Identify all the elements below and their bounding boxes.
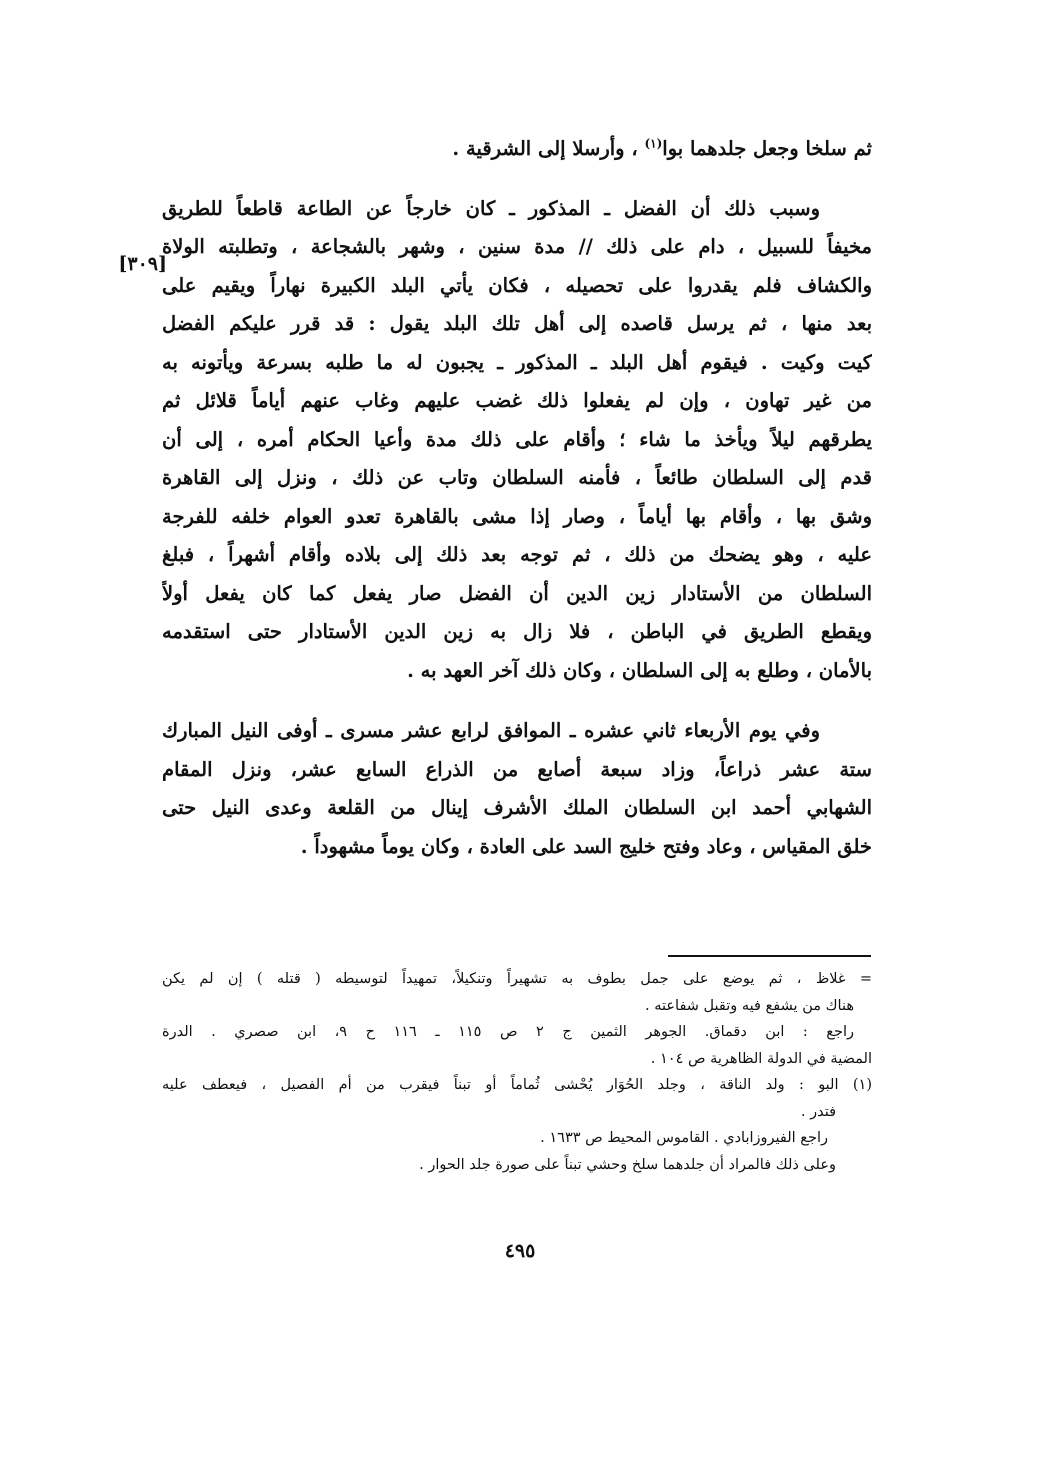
text-line [162, 130, 872, 169]
text-line: والكشاف فلم يقدروا على تحصيله ، فكان يأتي البلد الكبيرة نهاراً ويقيم على [162, 273, 872, 297]
text-line: وشق بها ، وأقام بها أياماً ، وصار إذا مشى بالقاهرة تعدو العوام خلفه للفرجة [162, 504, 872, 528]
text-line: من غير تهاون ، وإن لم يفعلوا ذلك غضب عليهم وغاب عنهم أياماً قلائل ثم [162, 389, 872, 412]
main-text [162, 130, 872, 866]
margin-page-reference: [٣٠٩] [118, 253, 167, 275]
footnote-line: = غلاظ ، ثم يوضع على جمل بطوف به تشهيراً وتنكيلاً، تمهيداً لتوسيطه ( قتله ) إن لم يكن [162, 971, 872, 987]
footnote-line: (١) البو : ولد الناقة ، وجلد الحُوَار يُحْشى ثُماماً أو تبناً فيقرب من أم الفصيل ، فيعطف عليه [162, 1077, 872, 1093]
text-line: مخيفاً للسبيل ، دام على ذلك // مدة سنين ، وشهر بالشجاعة ، وتطلبته الولاة [162, 235, 872, 258]
text-line: وفي يوم الأربعاء ثاني عشره ـ الموافق لرابع عشر مسرى ـ أوفى النيل المبارك [162, 719, 820, 742]
text-line: السلطان من الأستادار زين الدين أن الفضل صار يفعل كما كان يفعل أولاً [162, 581, 872, 605]
footnote-divider [668, 955, 871, 957]
text-line: كيت وكيت . فيقوم أهل البلد ـ المذكور ـ يجبون له ما طلبه بسرعة ويأتونه به [162, 350, 872, 374]
text-line: الشهابي أحمد ابن السلطان الملك الأشرف إينال من القلعة وعدى النيل حتى [162, 796, 872, 819]
footnote-line: هناك من يشفع فيه وتقبل شفاعته . [645, 997, 854, 1014]
page-number: ٤٩٥ [504, 1240, 536, 1262]
text-line: يطرقهم ليلاً ويأخذ ما شاء ؛ وأقام على ذلك مدة وأعيا الحكام أمره ، إلى أن [162, 427, 872, 451]
text-line: عليه ، وهو يضحك من ذلك ، ثم توجه بعد ذلك إلى بلاده وأقام أشهراً ، فبلغ [162, 543, 872, 566]
footnote-line: فتدر . [800, 1103, 836, 1120]
text-line: قدم إلى السلطان طائعاً ، فأمنه السلطان وتاب عن ذلك ، ونزل إلى القاهرة [162, 466, 872, 489]
text-line: بعد منها ، ثم يرسل قاصده إلى أهل تلك البلد يقول : قد قرر عليكم الفضل [162, 312, 872, 335]
footnote-line: راجع : ابن دقماق. الجوهر الثمين ج ٢ ص ١١٥ ـ ١١٦ ح ٩، ابن صصري . الدرة [162, 1024, 855, 1040]
text-line-part: ، وأرسلا إلى الشرقية . [452, 137, 645, 160]
text-line: خلق المقياس ، وعاد وفتح خليج السد على العادة ، وكان يوماً مشهوداً . [300, 834, 872, 858]
footnote-marker: (١) [644, 136, 663, 151]
text-line: وسبب ذلك أن الفضل ـ المذكور ـ كان خارجاً عن الطاعة قاطعاً للطريق [162, 196, 820, 220]
text-line-part: ثم سلخا وجعل جلدهما بوا [662, 137, 872, 160]
text-line: ستة عشر ذراعاً، وزاد سبعة أصابع من الذراع السابع عشر، ونزل المقام [162, 757, 872, 781]
footnote-line: وعلى ذلك فالمراد أن جلدهما سلخ وحشي تبناً على صورة جلد الحوار . [419, 1156, 836, 1173]
text-line: ويقطع الطريق في الباطن ، فلا زال به زين الدين الأستادار حتى استقدمه [162, 620, 872, 643]
text-line: بالأمان ، وطلع به إلى السلطان ، وكان ذلك آخر العهد به . [407, 658, 872, 682]
footnotes [162, 966, 872, 1178]
footnote-line: المضية في الدولة الظاهرية ص ١٠٤ . [650, 1050, 872, 1067]
footnote-line: راجع الفيروزابادي . القاموس المحيط ص ١٦٣٣ . [540, 1130, 828, 1146]
